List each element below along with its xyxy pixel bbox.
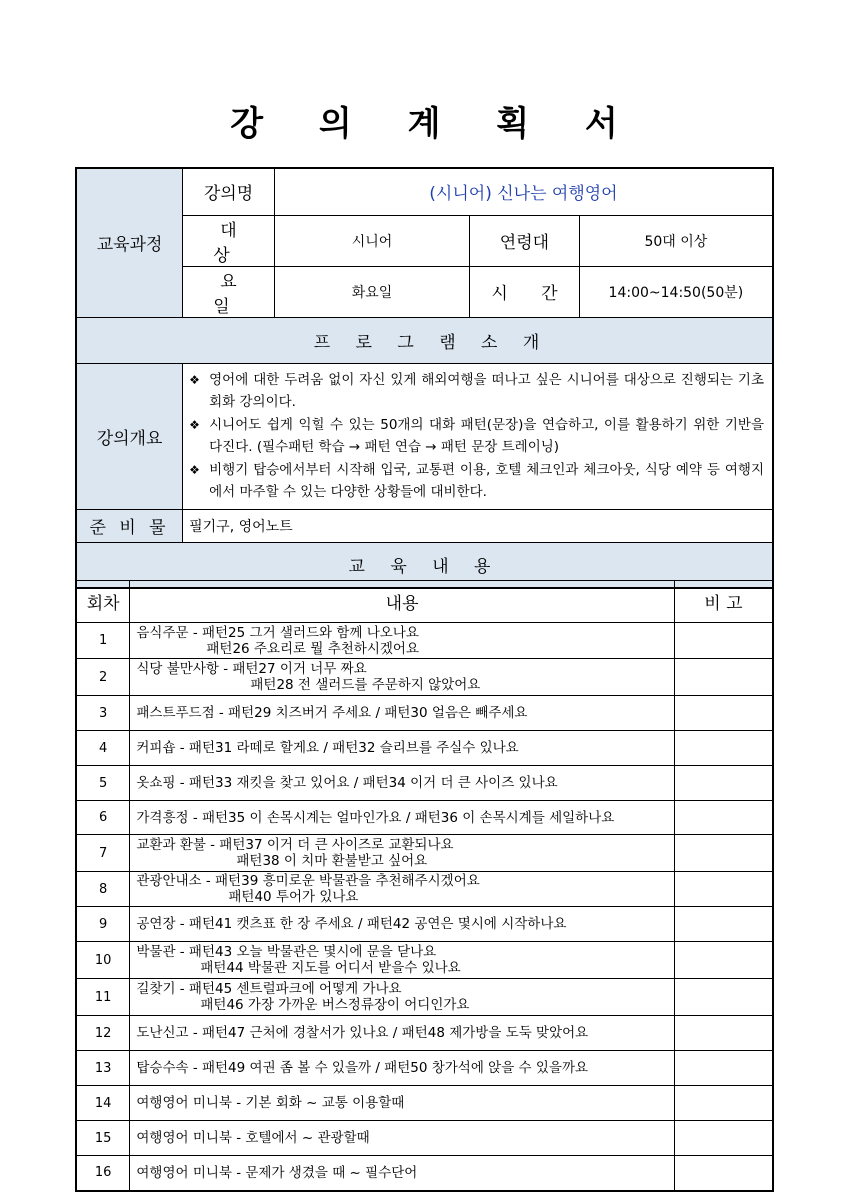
session-note [674,659,773,696]
session-number: 12 [76,1016,130,1051]
materials-value: 필기구, 영어노트 [183,509,773,542]
age-value: 50대 이상 [579,215,773,266]
content-line: 공연장 - 패턴41 캣츠표 한 장 주세요 / 패턴42 공연은 몇시에 시작하나요 [136,916,567,932]
session-number: 13 [76,1051,130,1086]
target-value: 시니어 [274,215,469,266]
table-row [76,872,773,907]
content-line: 길찾기 - 패턴45 센트럴파크에 어떻게 가나요 [136,981,402,997]
session-content [130,731,674,766]
session-header: 회차 [76,581,130,623]
time-label: 시 간 [470,266,580,317]
table-row [76,801,773,835]
session-content [130,1121,674,1156]
content-line: 옷쇼핑 - 패턴33 재킷을 찾고 있어요 / 패턴34 이거 더 큰 사이즈 있나요 [136,775,558,791]
session-content [130,872,674,907]
content-line: 패스트푸드점 - 패턴29 치즈버거 주세요 / 패턴30 얼음은 빼주세요 [136,705,528,721]
session-number: 5 [76,766,130,801]
session-number: 1 [76,623,130,659]
session-note [674,623,773,659]
bullet-icon: ❖ [189,462,200,477]
course-info-table [75,167,774,589]
session-note [674,872,773,907]
session-number: 2 [76,659,130,696]
session-note [674,1086,773,1121]
table-row [76,979,773,1016]
schedule-table [75,580,774,1192]
session-note [674,1051,773,1086]
bullet-icon: ❖ [189,417,200,432]
table-row [76,907,773,942]
session-note [674,1016,773,1051]
content-line: 박물관 - 패턴43 오늘 박물관은 몇시에 문을 닫나요 [136,944,437,960]
target-label: 대 상 [183,215,275,266]
session-note [674,907,773,942]
overview-label: 강의개요 [76,363,183,509]
content-line: 식당 불만사항 - 패턴27 이거 너무 짜요 [136,661,367,677]
session-content [130,1051,674,1086]
session-number: 4 [76,731,130,766]
session-note [674,731,773,766]
session-number: 14 [76,1086,130,1121]
session-number: 7 [76,835,130,872]
overview-item: 영어에 대한 두려움 없이 자신 있게 해외여행을 떠나고 싶은 시니어를 대상으로 진행되는 기초 회화 강의이다. [209,371,764,410]
table-row [76,1016,773,1051]
content-line: 여행영어 미니북 - 문제가 생겼을 때 ~ 필수단어 [136,1164,418,1181]
table-row [76,766,773,801]
table-row [76,696,773,731]
content-line: 가격흥정 - 패턴35 이 손목시계는 얼마인가요 / 패턴36 이 손목시계들 세일하나요 [136,809,615,826]
session-number: 11 [76,979,130,1016]
session-content [130,1086,674,1121]
content-col-header: 내용 [130,581,674,623]
table-row [76,1086,773,1121]
program-header: 프 로 그 램 소 개 [76,317,773,363]
session-number: 3 [76,696,130,731]
time-value: 14:00~14:50(50분) [579,266,773,317]
session-content [130,801,674,835]
session-number: 15 [76,1121,130,1156]
lecture-name-label: 강의명 [183,168,275,215]
session-content [130,942,674,979]
content-line: 커피숍 - 패턴31 라떼로 할게요 / 패턴32 슬리브를 주실수 있나요 [136,740,519,756]
content-line: 여행영어 미니북 - 기본 회화 ~ 교통 이용할때 [136,1095,405,1111]
session-content [130,979,674,1016]
materials-label: 준 비 물 [76,509,183,542]
content-line: 패턴46 가장 가까운 버스정류장이 어디인가요 [200,997,470,1013]
session-content [130,659,674,696]
overview-bullet [189,369,764,414]
course-label: 교육과정 [76,168,183,317]
table-row [76,731,773,766]
session-note [674,979,773,1016]
day-label: 요 일 [183,266,275,317]
session-note [674,1156,773,1191]
lecture-name: (시니어) 신나는 여행영어 [274,168,773,215]
note-header: 비 고 [674,581,773,623]
content-line: 관광안내소 - 패턴39 흥미로운 박물관을 추천해주시겠어요 [136,873,480,889]
table-row [76,1156,773,1191]
session-number: 6 [76,801,130,835]
table-row [76,1051,773,1086]
session-number: 16 [76,1156,130,1191]
session-note [674,801,773,835]
session-note [674,942,773,979]
session-note [674,835,773,872]
session-note [674,696,773,731]
table-row [76,623,773,659]
overview-text [183,363,773,509]
content-line: 탑승수속 - 패턴49 여권 좀 볼 수 있을까 / 패턴50 창가석에 앉을 수 있을까요 [136,1060,589,1076]
page-title: 강 의 계 획 서 [230,104,640,144]
session-content [130,1016,674,1051]
session-content [130,766,674,801]
content-line: 여행영어 미니북 - 호텔에서 ~ 관광할때 [136,1130,370,1146]
overview-bullet [189,459,764,504]
age-label: 연령대 [470,215,580,266]
overview-item: 시니어도 쉽게 익힐 수 있는 50개의 대화 패턴(문장)을 연습하고, 이를 활용하기 위한 기반을 다진다. (필수패턴 학습 → 패턴 연습 → 패턴 문장 트레이닝) [209,416,764,455]
session-content [130,623,674,659]
session-content [130,835,674,872]
content-line: 패턴44 박물관 지도를 어디서 받을수 있나요 [200,960,461,976]
session-content [130,696,674,731]
session-content [130,907,674,942]
overview-item: 비행기 탑승에서부터 시작해 입국, 교통편 이용, 호텔 체크인과 체크아웃, 식당 예약 등 여행지에서 마주할 수 있는 다양한 상황들에 대비한다. [209,461,764,500]
table-row [76,1121,773,1156]
content-header: 교 육 내 용 [76,542,773,588]
content-line: 패턴40 투어가 있나요 [228,889,359,905]
session-note [674,1121,773,1156]
overview-bullet [189,414,764,459]
content-line: 도난신고 - 패턴47 근처에 경찰서가 있나요 / 패턴48 제가방을 도둑 맞았어요 [136,1025,589,1041]
session-number: 9 [76,907,130,942]
table-row [76,835,773,872]
day-value: 화요일 [274,266,469,317]
session-number: 10 [76,942,130,979]
table-row [76,659,773,696]
content-line: 패턴28 전 샐러드를 주문하지 않았어요 [250,677,481,693]
content-line: 음식주문 - 패턴25 그거 샐러드와 함께 나오나요 [136,624,419,641]
session-note [674,766,773,801]
session-number: 8 [76,872,130,907]
bullet-icon: ❖ [189,372,200,387]
session-content [130,1156,674,1191]
table-row [76,942,773,979]
content-line: 패턴26 주요리로 뭘 추천하시겠어요 [206,640,419,657]
content-line: 패턴38 이 치마 환불받고 싶어요 [236,853,428,869]
content-line: 교환과 환불 - 패턴37 이거 더 큰 사이즈로 교환되나요 [136,837,454,853]
